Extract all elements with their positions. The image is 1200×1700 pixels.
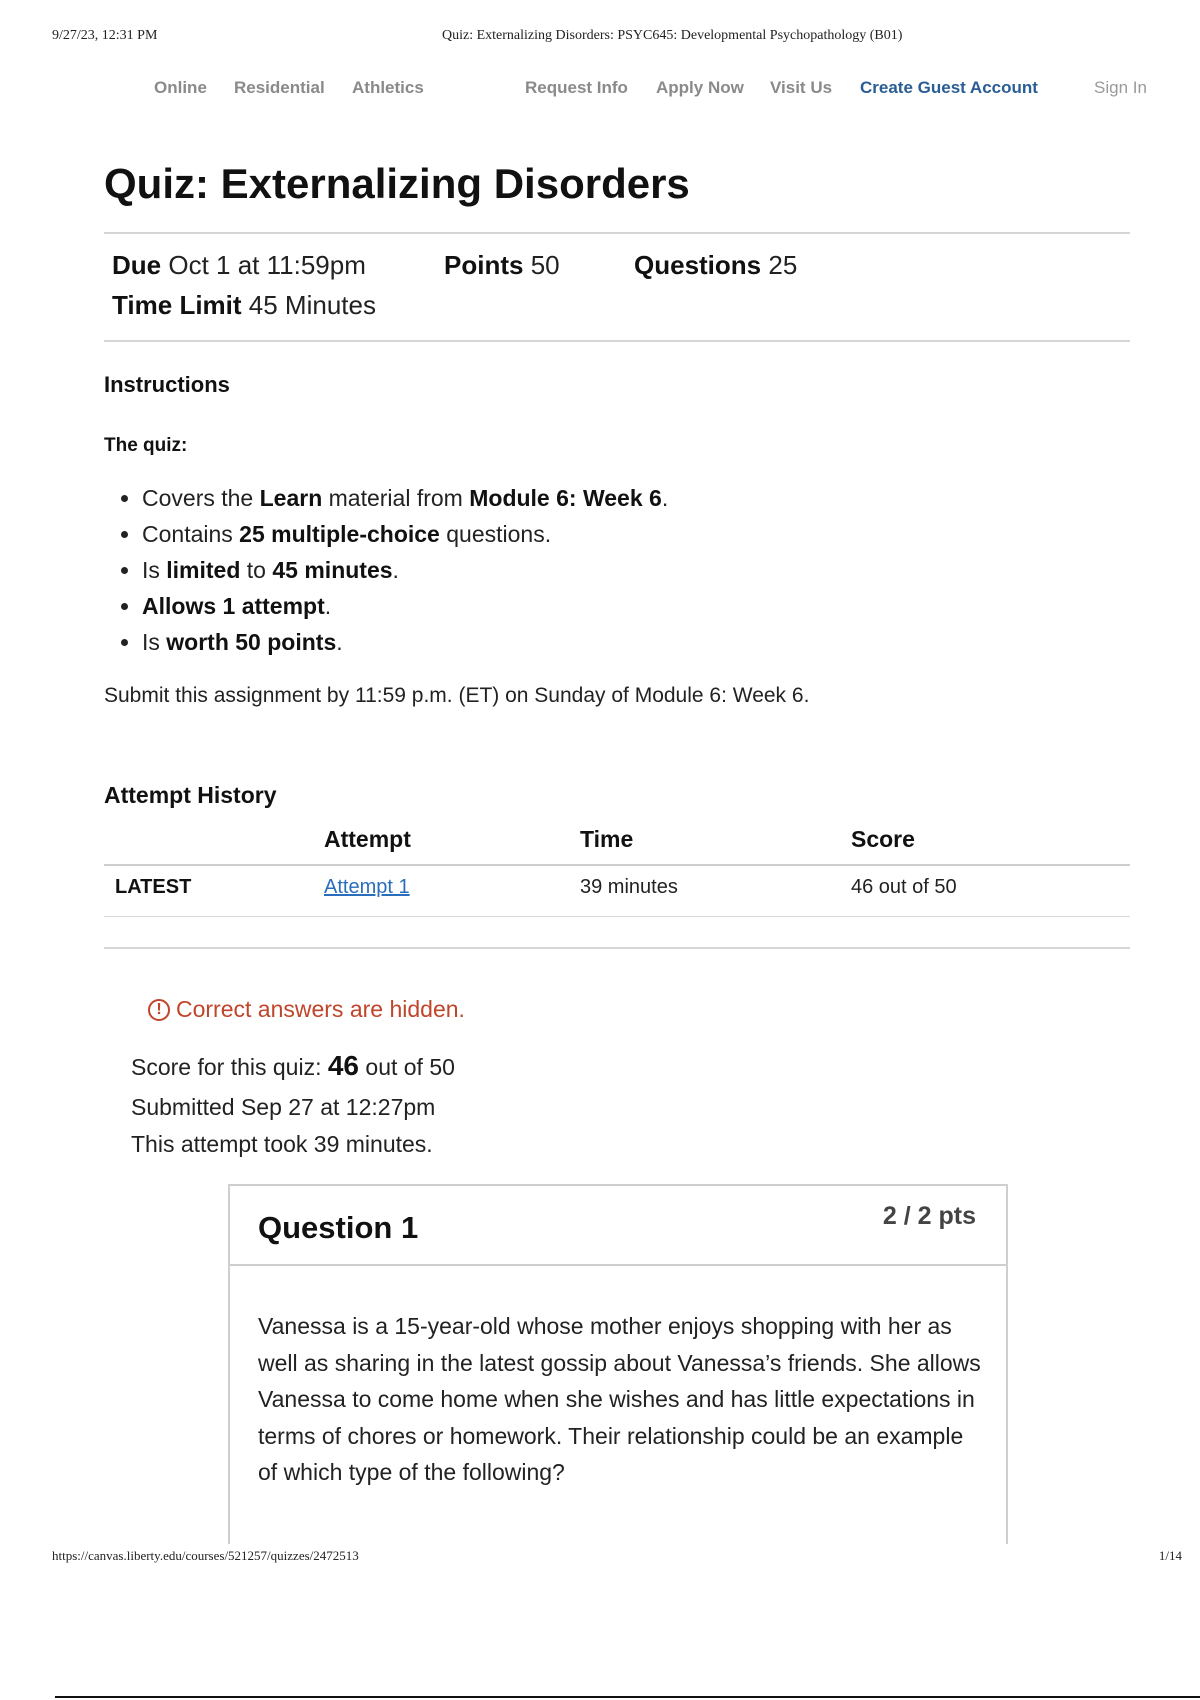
nav-sign-in[interactable]: Sign In (1094, 78, 1147, 97)
table-row-divider (104, 916, 1130, 917)
list-item: • Is worth 50 points. (142, 624, 668, 660)
questions-label: Questions (634, 250, 762, 280)
col-header-time: Time (580, 826, 634, 852)
question-title: Question 1 (258, 1210, 419, 1245)
list-item: • Is limited to 45 minutes. (142, 552, 668, 588)
nav-create-guest-account[interactable]: Create Guest Account (860, 78, 1038, 97)
list-item: • Contains 25 multiple-choice questions. (142, 516, 668, 552)
score-value: 46 (327, 1050, 360, 1081)
time-cell: 39 minutes (580, 876, 678, 898)
answers-hidden-notice (148, 996, 465, 1023)
attempt-1-link[interactable]: Attempt 1 (324, 876, 410, 898)
time-limit-value: 45 Minutes (248, 290, 376, 320)
page-bottom-rule (55, 1696, 1200, 1698)
question-card (228, 1184, 1008, 1544)
score-cell: 46 out of 50 (851, 876, 957, 898)
nav-online[interactable]: Online (154, 78, 207, 97)
nav-request-info[interactable]: Request Info (525, 78, 628, 97)
print-page-number: 1/14 (1158, 1548, 1182, 1563)
col-header-attempt: Attempt (324, 826, 411, 852)
instructions-list (104, 480, 668, 660)
attempt-history-heading: Attempt History (104, 782, 277, 808)
submit-note: Submit this assignment by 11:59 p.m. (ET) on Sunday of Module 6: Week 6. (104, 684, 810, 707)
due-info (112, 250, 366, 281)
print-datetime: 9/27/23, 12:31 PM (52, 28, 158, 43)
nav-athletics[interactable]: Athletics (352, 78, 424, 97)
points-info (444, 250, 560, 281)
nav-apply-now[interactable]: Apply Now (656, 78, 744, 97)
quiz-score: Score for this quiz: 46 out of 50 (131, 1050, 455, 1081)
answers-hidden-text: Correct answers are hidden. (176, 996, 465, 1022)
nav-visit-us[interactable]: Visit Us (770, 78, 833, 97)
meta-divider (104, 340, 1130, 342)
submitted-time: Submitted Sep 27 at 12:27pm (131, 1094, 436, 1120)
time-limit-label: Time Limit (112, 290, 242, 320)
question-text: Vanessa is a 15-year-old whose mother enjoys shopping with her as well as sharing in the latest gossip about Vanessa’s friends. She allows Vanessa to come home when she wishes and has little expectations in terms of chores or homework. Their relationship could be an example of which type of the following? (258, 1313, 981, 1485)
attempt-duration: This attempt took 39 minutes. (131, 1131, 433, 1157)
questions-value: 25 (768, 250, 798, 280)
questions-info (634, 250, 797, 281)
question-header (230, 1186, 1006, 1266)
instructions-subheading: The quiz: (104, 435, 188, 456)
points-value: 50 (530, 250, 560, 280)
attempt-section-divider (104, 947, 1130, 949)
warning-icon: ! (148, 999, 170, 1021)
attempt-cell (324, 876, 410, 899)
points-label: Points (444, 250, 524, 280)
nav-residential[interactable]: Residential (234, 78, 325, 97)
list-item: • Covers the Learn material from Module 6: Week 6. (142, 480, 668, 516)
latest-badge: LATEST (115, 876, 192, 898)
print-doc-title: Quiz: Externalizing Disorders: PSYC645: Developmental Psychopathology (B01) (442, 28, 903, 43)
time-limit-info (112, 290, 376, 321)
due-value: Oct 1 at 11:59pm (168, 250, 366, 280)
instructions-heading: Instructions (104, 372, 230, 397)
print-url: https://canvas.liberty.edu/courses/521257/quizzes/2472513 (52, 1548, 359, 1563)
col-header-score: Score (851, 826, 915, 852)
table-header-divider (104, 864, 1130, 866)
question-points: 2 / 2 pts (882, 1202, 976, 1230)
due-label: Due (112, 250, 162, 280)
list-item: • Allows 1 attempt. (142, 588, 668, 624)
page-title: Quiz: Externalizing Disorders (104, 160, 690, 207)
title-divider (104, 232, 1130, 234)
